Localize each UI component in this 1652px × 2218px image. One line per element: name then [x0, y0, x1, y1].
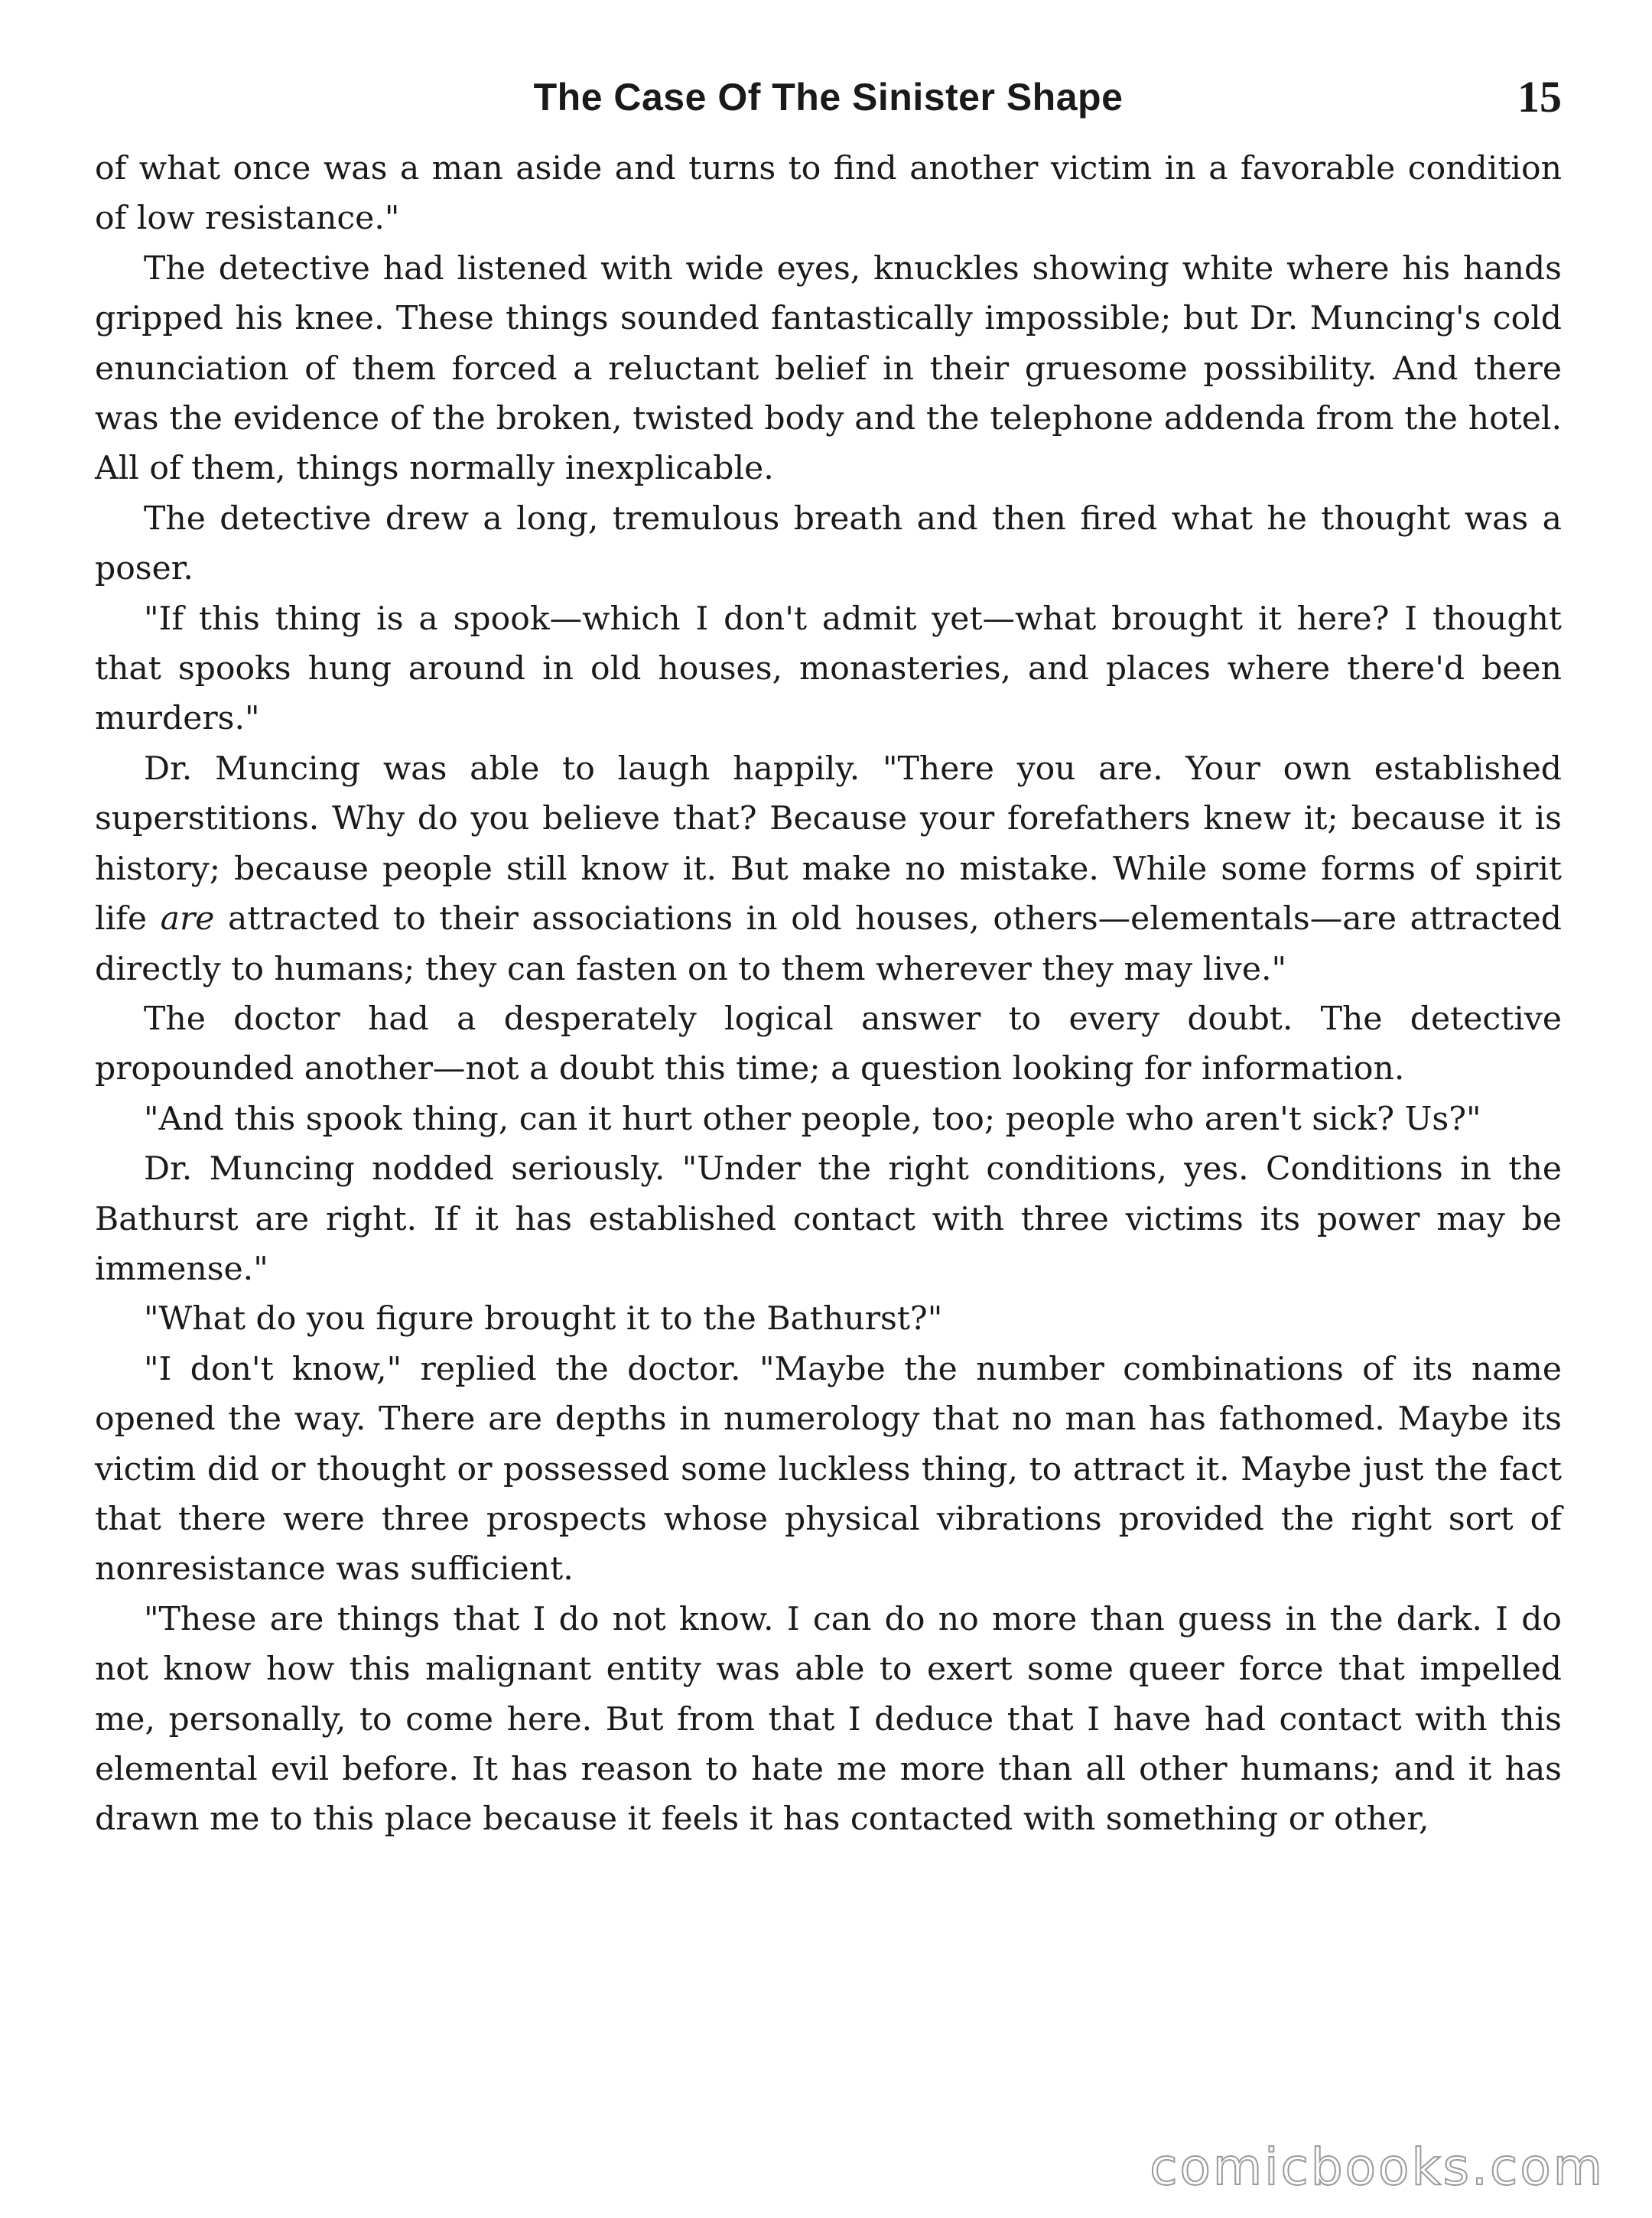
- paragraph-11: "These are things that I do not know. I can do no more than guess in the dark. I do not know how this malignant entity was able to exert some queer force that impelled me, personally, to come here. But from that I deduce that I have had contact with this elemental evil before. It has reason to hate me more than all other humans; and it has drawn me to this place because it feels it has contacted with something or other,: [95, 1600, 1562, 1839]
- paragraph-5-part-2: attracted to their associations in old houses, others—elementals—are attracted directly to humans; they can fasten on to them wherever they may live.": [95, 900, 1562, 988]
- paragraph-2: The detective had listened with wide eyes, knuckles showing white where his hands gripped his knee. These things sounded fantastically impossible; but Dr. Muncing's cold enunciation of them forced a reluctant belief in their gruesome possibility. And there was the evidence of the broken, twisted body and the telephone addenda from the hotel. All of them, things normally inexplicable.: [95, 249, 1562, 488]
- paragraph-3: The detective drew a long, tremulous breath and then fired what he thought was a poser.: [95, 499, 1562, 588]
- paragraph-10: "I don't know," replied the doctor. "Maybe the number combinations of its name opened the way. There are depths in numerology that no man has fathomed. Maybe its victim did or thought or possessed some luckless thing, to attract it. Maybe just the fact that there were three prospects whose physical vibrations provided the right sort of nonresistance was sufficient.: [95, 1350, 1562, 1589]
- paragraph-5: [95, 744, 1562, 994]
- running-head: [95, 70, 1562, 132]
- paragraph-5-emphasis: are: [160, 900, 215, 938]
- paragraph-1: of what once was a man aside and turns to find another victim in a favorable condition of low resistance.": [95, 150, 1562, 238]
- running-title: The Case Of The Sinister Shape: [533, 76, 1124, 119]
- body-text: [95, 144, 1562, 1845]
- paragraph-9: "What do you figure brought it to the Bathurst?": [144, 1300, 943, 1338]
- paragraph-6: The doctor had a desperately logical answer to every doubt. The detective propounded another—not a doubt this time; a question looking for information.: [95, 1000, 1562, 1088]
- paragraph-5-part-1: Dr. Muncing was able to laugh happily. "There you are. Your own established superstitions. Why do you believe that? Because your forefathers knew it; because it is history; because people still know it. But make no mistake. While some forms of spirit life: [95, 750, 1562, 938]
- paragraph-4: "If this thing is a spook—which I don't admit yet—what brought it here? I thought that spooks hung around in old houses, monasteries, and places where there'd been murders.": [95, 600, 1562, 738]
- watermark: comicbooks.com: [1150, 2138, 1605, 2197]
- paragraph-7: "And this spook thing, can it hurt other people, too; people who aren't sick? Us?": [144, 1100, 1481, 1138]
- page-number: 15: [1517, 72, 1562, 122]
- paragraph-8: Dr. Muncing nodded seriously. "Under the right conditions, yes. Conditions in the Bathurst are right. If it has established contact with three victims its power may be immense.": [95, 1150, 1562, 1288]
